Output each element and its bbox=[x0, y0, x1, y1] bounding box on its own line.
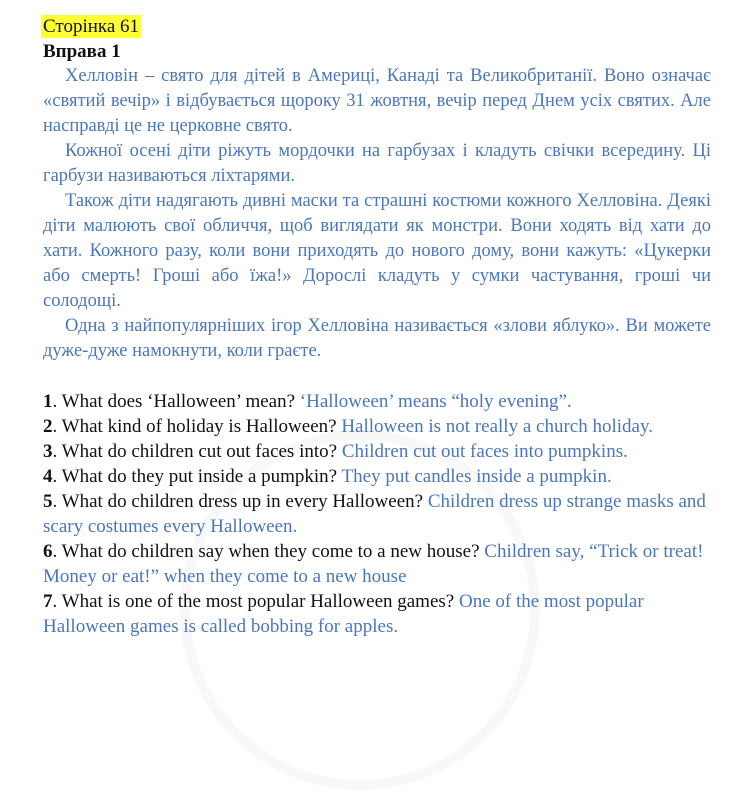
answer: They put candles inside a pumpkin. bbox=[341, 466, 612, 487]
paragraph: Також діти надягають дивні маски та страшні костюми кожного Хелловіна. Деякі діти малюють свої обличчя, щоб виглядати як монстри. Вони ходять від хати до хати. Кожного разу, коли вони приходять до нового дому, вони кажуть: «Цукерки або смерть! Гроші або їжа!» Дорослі кладуть у сумки частування, гроші чи солодощі. bbox=[43, 191, 711, 311]
answer: Children dress up strange masks and scary costumes every Halloween. bbox=[43, 491, 706, 537]
exercise-title: Вправа 1 bbox=[43, 41, 121, 62]
answer: ‘Halloween’ means “holy evening”. bbox=[299, 391, 572, 412]
paragraph: Одна з найпопулярніших ігор Хелловіна називається «злови яблуко». Ви можете дуже-дуже намокнути, коли граєте. bbox=[43, 316, 711, 361]
ukrainian-text bbox=[43, 64, 711, 364]
question: What is one of the most popular Halloween games? bbox=[61, 591, 455, 612]
answer: Children cut out faces into pumpkins. bbox=[341, 441, 628, 462]
answer: Halloween is not really a church holiday. bbox=[341, 416, 653, 437]
paragraph: Кожної осені діти ріжуть мордочки на гарбузах і кладуть свічки всередину. Ці гарбузи називаються ліхтарями. bbox=[43, 141, 711, 186]
qa-item: 7. What is one of the most popular Halloween games? One of the most popular Halloween games is called bobbing for apples. bbox=[43, 591, 644, 637]
qa-item: 5. What do children dress up in every Halloween? Children dress up strange masks and scary costumes every Halloween. bbox=[43, 491, 706, 537]
qa-item: 4. What do they put inside a pumpkin? They put candles inside a pumpkin. bbox=[43, 466, 612, 487]
qa-item: 2. What kind of holiday is Halloween? Halloween is not really a church holiday. bbox=[43, 416, 653, 437]
answer: Children say, “Trick or treat! Money or eat!” when they come to a new house bbox=[43, 541, 704, 587]
question-number: 4 bbox=[43, 466, 53, 487]
question: What does ‘Halloween’ mean? bbox=[61, 391, 296, 412]
question: What do they put inside a pumpkin? bbox=[61, 466, 338, 487]
question-number: 1 bbox=[43, 391, 53, 412]
page-number-label: Сторінка 61 bbox=[43, 16, 140, 37]
paragraph: Хелловін – свято для дітей в Америці, Канаді та Великобританії. Воно означає «святий вечір» і відбувається щороку 31 жовтня, вечір перед Днем усіх святих. Але насправді це не церковне свято. bbox=[43, 66, 711, 136]
question: What do children dress up in every Halloween? bbox=[61, 491, 424, 512]
question-number: 2 bbox=[43, 416, 53, 437]
question: What kind of holiday is Halloween? bbox=[61, 416, 342, 437]
question: What do children say when they come to a new house? bbox=[61, 541, 480, 562]
question-number: 3 bbox=[43, 441, 53, 462]
qa-list bbox=[43, 389, 711, 639]
question: What do children cut out faces into? bbox=[61, 441, 338, 462]
question-number: 6 bbox=[43, 541, 53, 562]
question-number: 7 bbox=[43, 591, 53, 612]
question-number: 5 bbox=[43, 491, 53, 512]
qa-item: 3. What do children cut out faces into? Children cut out faces into pumpkins. bbox=[43, 441, 628, 462]
document-page bbox=[43, 15, 711, 639]
qa-item: 1. What does ‘Halloween’ mean? ‘Halloween’ means “holy evening”. bbox=[43, 391, 572, 412]
answer: One of the most popular Halloween games is called bobbing for apples. bbox=[43, 591, 644, 637]
qa-item: 6. What do children say when they come to a new house? Children say, “Trick or treat! Money or eat!” when they come to a new house bbox=[43, 541, 704, 587]
